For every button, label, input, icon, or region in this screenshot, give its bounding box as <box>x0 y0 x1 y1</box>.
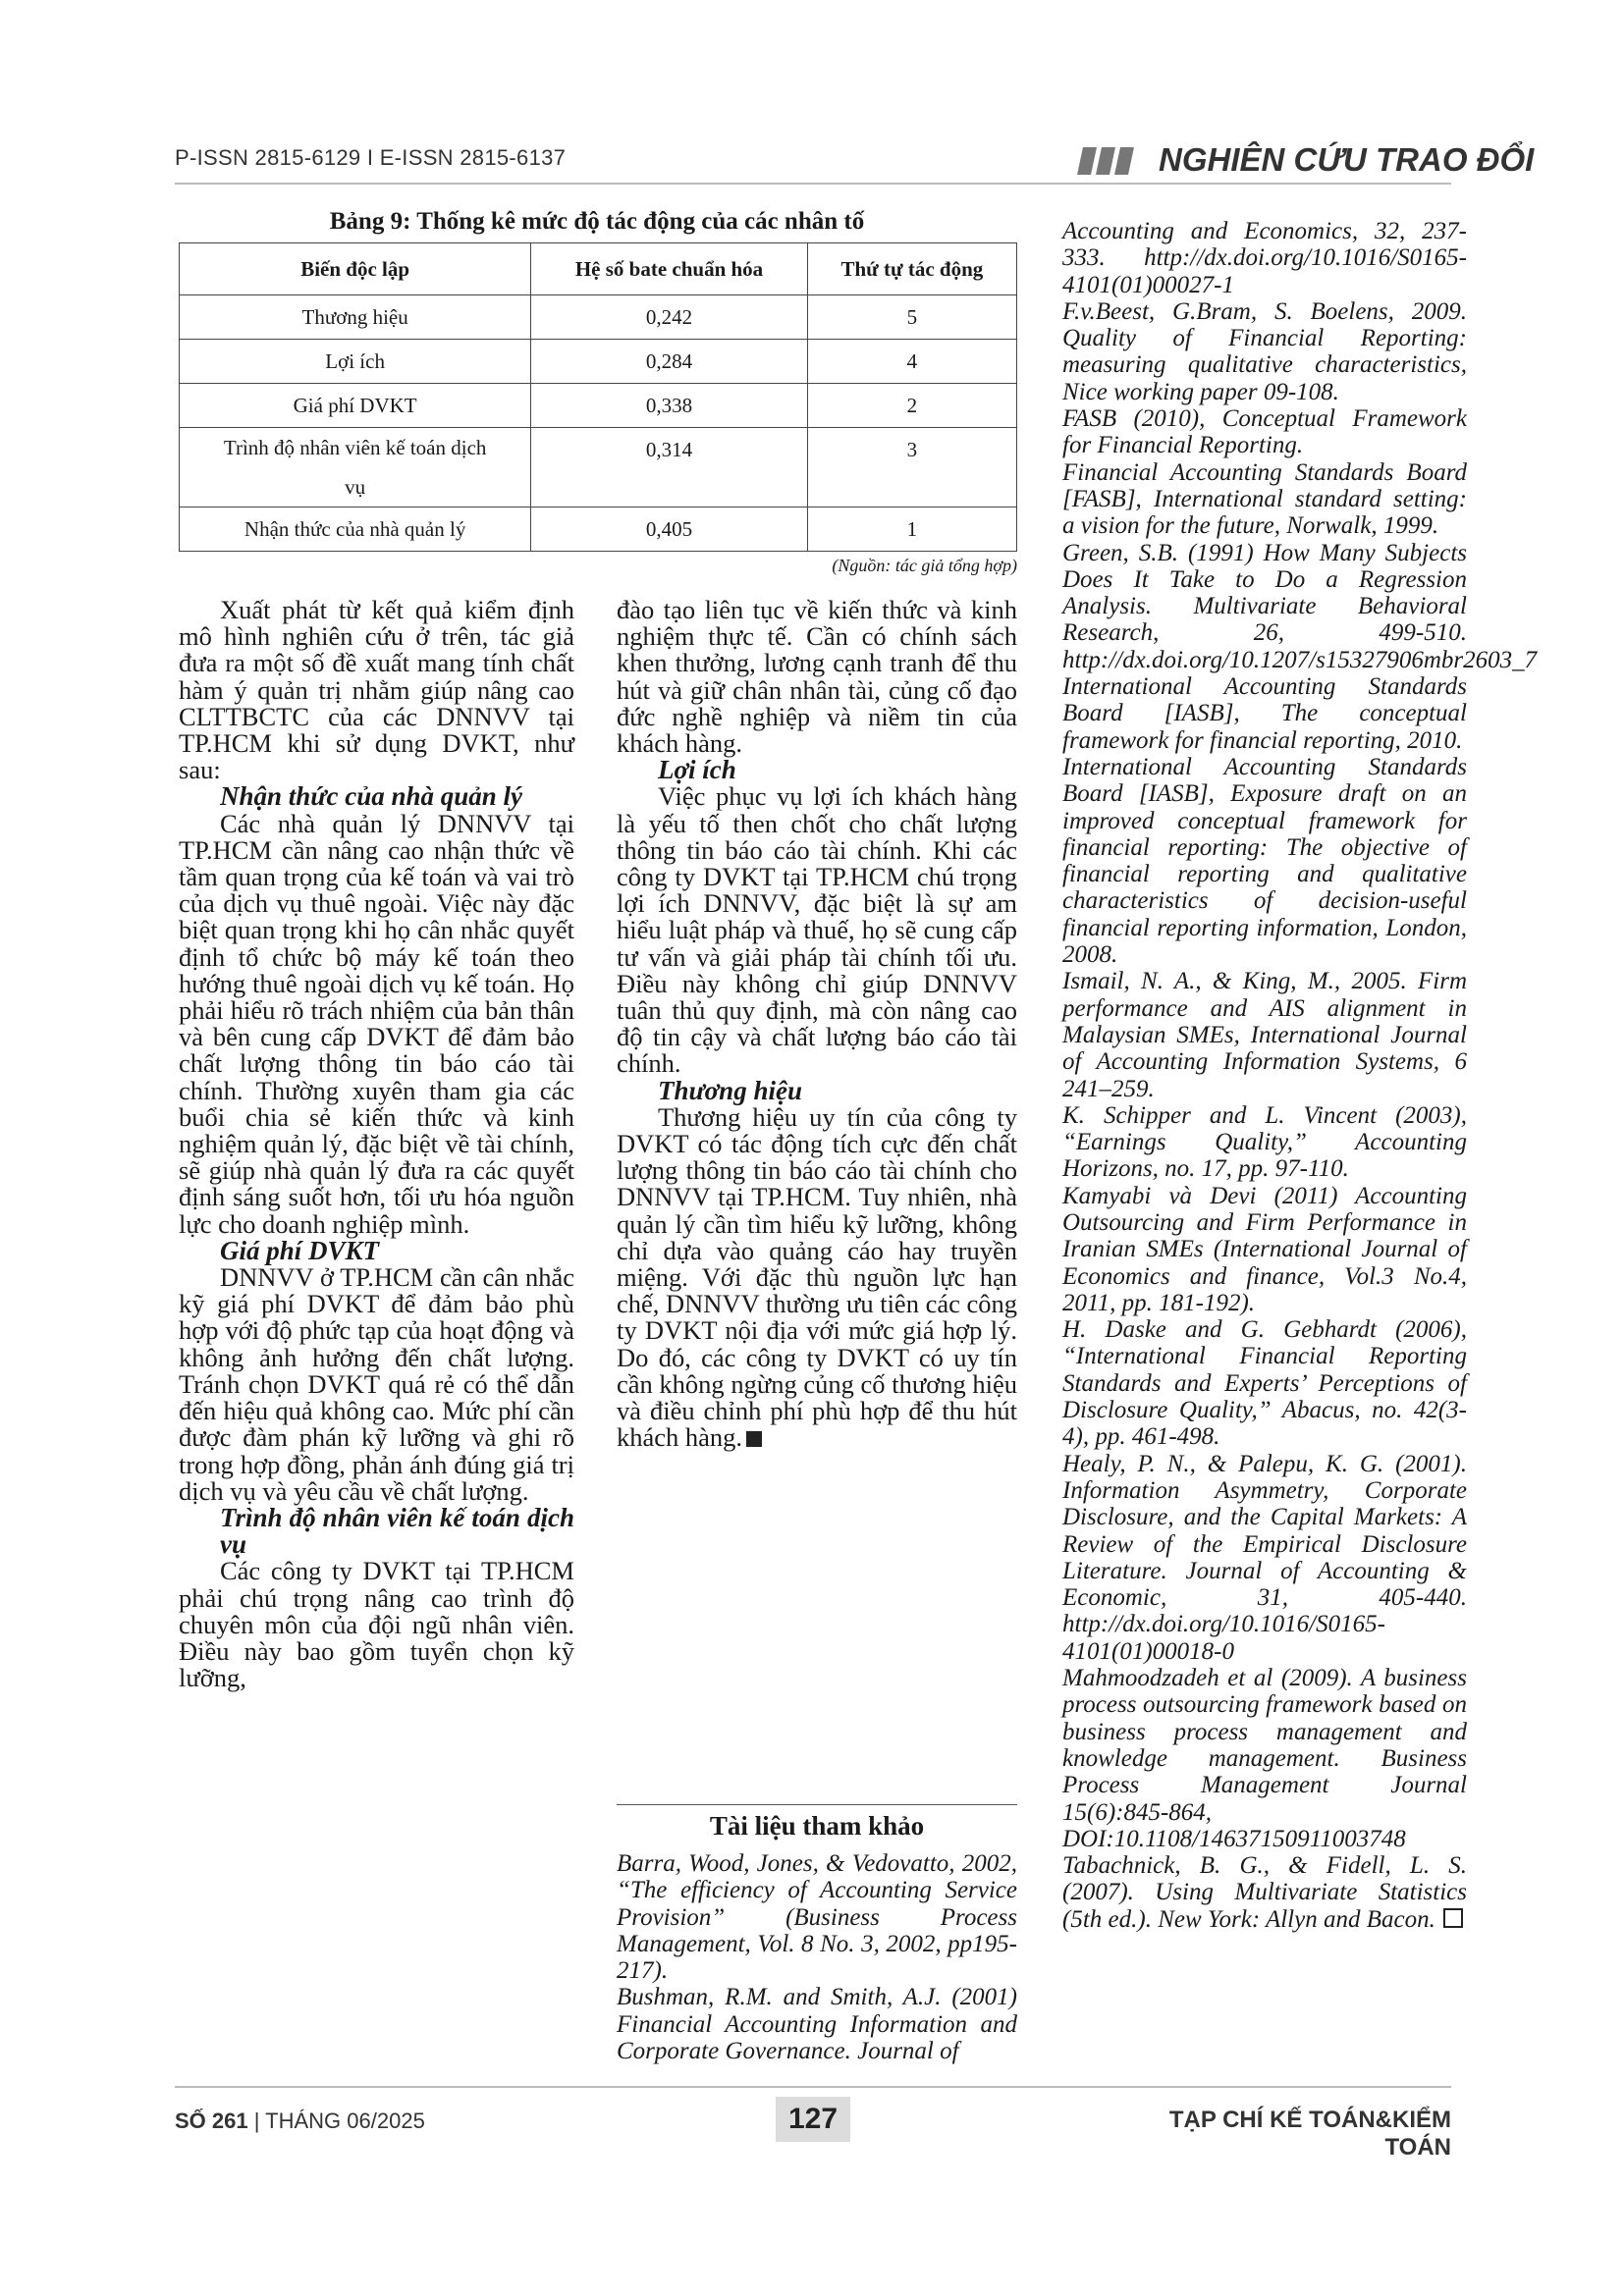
table-row <box>180 295 1017 340</box>
table-header-row <box>180 243 1017 295</box>
reference-item: Barra, Wood, Jones, & Vedovatto, 2002, “The efficiency of Accounting Service Provision” (Business Process Management, Vol. 8 No. 3, 2002, pp195-217). <box>617 1850 1017 1985</box>
paragraph: đào tạo liên tục về kiến thức và kinh nghiệm thực tế. Cần có chính sách khen thưởng, lương cạnh tranh để thu hút và giữ chân nhân tài, củng cố đạo đức nghề nghiệp và niềm tin của khách hàng. <box>617 595 1017 759</box>
journal-name: TẠP CHÍ KẾ TOÁN&KIỂM TOÁN <box>1168 2107 1451 2161</box>
reference-item: Tabachnick, B. G., & Fidell, L. S. (2007). Using Multivariate Statistics (5th ed.). New York: Allyn and Bacon. <box>1062 1852 1467 1933</box>
references-list-col3 <box>1062 218 1538 1933</box>
intro-paragraph: Xuất phát từ kết quả kiểm định mô hình nghiên cứu ở trên, tác giả đưa ra một số đề xuất mang tính chất hàm ý quản trị nhằm giúp nâng cao CLTTBCTC của các DNNVV tại TP.HCM khi sử dụng DVKT, như sau: <box>179 595 574 785</box>
reference-item: Healy, P. N., & Palepu, K. G. (2001). Information Asymmetry, Corporate Disclosure, and the Capital Markets: A Review of the Empirical Disclosure Literature. Journal of Accounting & Economic, 31, 405-440. http://dx.doi.org/10.1016/S0165-4101(01)00018-0 <box>1062 1450 1467 1665</box>
table-cell: Thương hiệu <box>180 295 531 340</box>
text-column-1 <box>179 597 574 1691</box>
table-cell: Giá phí DVKT <box>180 384 531 428</box>
issn-header: P-ISSN 2815-6129 I E-ISSN 2815-6137 <box>175 145 567 170</box>
table-cell: 0,405 <box>531 507 807 552</box>
paragraph: Các nhà quản lý DNNVV tại TP.HCM cần nâng cao nhận thức về tầm quan trọng của kế toán và vai trò của dịch vụ thuê ngoài. Việc này đặc biệt quan trọng khi họ cân nhắc quyết định tổ chức bộ máy kế toán theo hướng thuê ngoài dịch vụ kế toán. Họ phải hiểu rõ trách nhiệm của bản thân và bên cung cấp DVKT để đảm bảo chất lượng thông tin báo cáo tài chính. Thường xuyên tham gia các buổi chia sẻ kiến thức và kinh nghiệm quản lý, đặc biệt về tài chính, sẽ giúp nhà quản lý đưa ra các quyết định sáng suốt hơn, tối ưu hóa nguồn lực cho doanh nghiệp mình. <box>179 808 574 1239</box>
reference-item: Mahmoodzadeh et al (2009). A business process outsourcing framework based on business process management and knowledge management. Business Process Management Journal 15(6):845-864, DOI:10.1108/14637150911003748 <box>1062 1665 1467 1852</box>
references-divider <box>617 1804 1017 1805</box>
subheading-manager-awareness: Nhận thức của nhà quản lý <box>220 781 523 812</box>
reference-item: Kamyabi và Devi (2011) Accounting Outsourcing and Firm Performance in Iranian SMEs (International Journal of Economics and finance, Vol.3 No.4, 2011, pp. 181-192). <box>1062 1182 1467 1316</box>
reference-item: Accounting and Economics, 32, 237-333. http://dx.doi.org/10.1016/S0165-4101(01)00027-1 <box>1062 218 1467 298</box>
reference-item: Ismail, N. A., & King, M., 2005. Firm performance and AIS alignment in Malaysian SMEs, International Journal of Accounting Information Systems, 6 241–259. <box>1062 968 1467 1102</box>
subheading-benefits: Lợi ích <box>658 755 736 785</box>
paragraph: DNNVV ở TP.HCM cần cân nhắc kỹ giá phí DVKT để đảm bảo phù hợp với độ phức tạp của hoạt động và không ảnh hưởng đến chất lượng. Tránh chọn DVKT quá rẻ có thể dẫn đến hiệu quả không cao. Mức phí cần được đàm phán kỹ lưỡng và ghi rõ trong hợp đồng, phản ánh đúng giá trị dịch vụ và yêu cầu về chất lượng. <box>179 1262 574 1506</box>
reference-item: F.v.Beest, G.Bram, S. Boelens, 2009. Quality of Financial Reporting: measuring qualitative characteristics, Nice working paper 09-108. <box>1062 297 1467 405</box>
reference-item: K. Schipper and L. Vincent (2003), “Earnings Quality,” Accounting Horizons, no. 17, pp. 97-110. <box>1062 1101 1467 1183</box>
subheading-service-fee: Giá phí DVKT <box>220 1235 380 1265</box>
table-cell: 1 <box>807 507 1016 552</box>
table-cell: 4 <box>807 340 1016 384</box>
reference-item: Financial Accounting Standards Board [FASB], International standard setting: a vision for the future, Norwalk, 1999. <box>1062 458 1467 540</box>
end-box-icon <box>1443 1908 1463 1928</box>
paragraph: Các công ty DVKT tại TP.HCM phải chú trọng nâng cao trình độ chuyên môn của đội ngũ nhân viên. Điều này bao gồm tuyển chọn kỹ lưỡng, <box>179 1556 574 1693</box>
references-heading: Tài liệu tham khảo <box>709 1811 925 1841</box>
header-divider <box>175 183 1451 185</box>
footer-divider <box>175 2086 1451 2088</box>
impact-table <box>179 242 1017 552</box>
table-row <box>180 340 1017 384</box>
reference-item: International Accounting Standards Board [IASB], The conceptual framework for financial reporting, 2010. <box>1062 673 1467 754</box>
table-cell: Lợi ích <box>180 340 531 384</box>
paragraph: Thương hiệu uy tín của công ty DVKT có tác động tích cực đến chất lượng thông tin báo cáo tài chính cho DNNVV tại TP.HCM. Tuy nhiên, nhà quản lý cần tìm hiểu kỹ lưỡng, không chỉ dựa vào quảng cáo hay truyền miệng. Với đặc thù nguồn lực hạn chế, DNNVV thường ưu tiên các công ty DVKT nội địa với mức giá hợp lý. Do đó, các công ty DVKT có uy tín cần không ngừng củng cố thương hiệu và điều chỉnh phí phù hợp để thu hút khách hàng. <box>617 1101 1017 1453</box>
end-mark-icon <box>746 1431 762 1447</box>
column-header: Biến độc lập <box>180 243 531 295</box>
table-cell: 0,314 <box>531 428 807 507</box>
table-row <box>180 428 1017 507</box>
subheading-staff-qualification: Trình độ nhân viên kế toán dịch vụ <box>220 1502 574 1560</box>
references-list-col2 <box>617 1850 1017 2064</box>
reference-item: H. Daske and G. Gebhardt (2006), “International Financial Reporting Standards and Experts’ Perceptions of Disclosure Quality,” Abacus, no. 42(3-4), pp. 461-498. <box>1062 1316 1467 1451</box>
paragraph-with-end-mark <box>617 1101 1017 1453</box>
table-row <box>180 384 1017 428</box>
table-source: (Nguồn: tác giả tổng hợp) <box>832 556 1017 575</box>
issue-info <box>175 2109 425 2134</box>
subheading-brand: Thương hiệu <box>658 1075 802 1105</box>
reference-item: International Accounting Standards Board [IASB], Exposure draft on an improved conceptual framework for financial reporting: The objective of financial reporting and qualitative characteristics of decision-useful financial reporting information, London, 2008. <box>1062 753 1467 969</box>
page-number: 127 <box>776 2097 850 2142</box>
table-cell: 0,338 <box>531 384 807 428</box>
table-cell: 3 <box>807 428 1016 507</box>
column-header: Thứ tự tác động <box>807 243 1016 295</box>
table-cell: 0,242 <box>531 295 807 340</box>
table-cell: 0,284 <box>531 340 807 384</box>
reference-item: Bushman, R.M. and Smith, A.J. (2001) Financial Accounting Information and Corporate Governance. Journal of <box>617 1984 1017 2065</box>
table-cell: Trình độ nhân viên kế toán dịch vụ <box>180 428 531 507</box>
text-column-2 <box>617 597 1017 1452</box>
table-cell: 5 <box>807 295 1016 340</box>
section-title: NGHIÊN CỨU TRAO ĐỔI <box>1159 141 1535 178</box>
issue-month: | THÁNG 06/2025 <box>253 2109 425 2133</box>
table-cell: Nhận thức của nhà quản lý <box>180 507 531 552</box>
table-row <box>180 507 1017 552</box>
reference-item-last <box>1062 1852 1467 1933</box>
column-header: Hệ số bate chuẩn hóa <box>531 243 807 295</box>
table-cell: 2 <box>807 384 1016 428</box>
issue-number: SỐ 261 <box>175 2109 248 2133</box>
paragraph: Việc phục vụ lợi ích khách hàng là yếu tố then chốt cho chất lượng thông tin báo cáo tài chính. Khi các công ty DVKT tại TP.HCM chú trọng lợi ích DNNVV, đặc biệt là sự am hiểu luật pháp và thuế, họ sẽ cung cấp tư vấn và giải pháp tài chính tối ưu. Điều này không chỉ giúp DNNVV tuân thủ quy định, mà còn nâng cao độ tin cậy và chất lượng báo cáo tài chính. <box>617 781 1017 1079</box>
table-title: Bảng 9: Thống kê mức độ tác động của các nhân tố <box>329 208 865 235</box>
reference-item: FASB (2010), Conceptual Framework for Financial Reporting. <box>1062 405 1467 459</box>
header-bars-decoration <box>1080 147 1131 175</box>
reference-item: Green, S.B. (1991) How Many Subjects Does It Take to Do a Regression Analysis. Multivariate Behavioral Research, 26, 499-510. http://dx.doi.org/10.1207/s15327906mbr2603_7 <box>1062 539 1538 673</box>
